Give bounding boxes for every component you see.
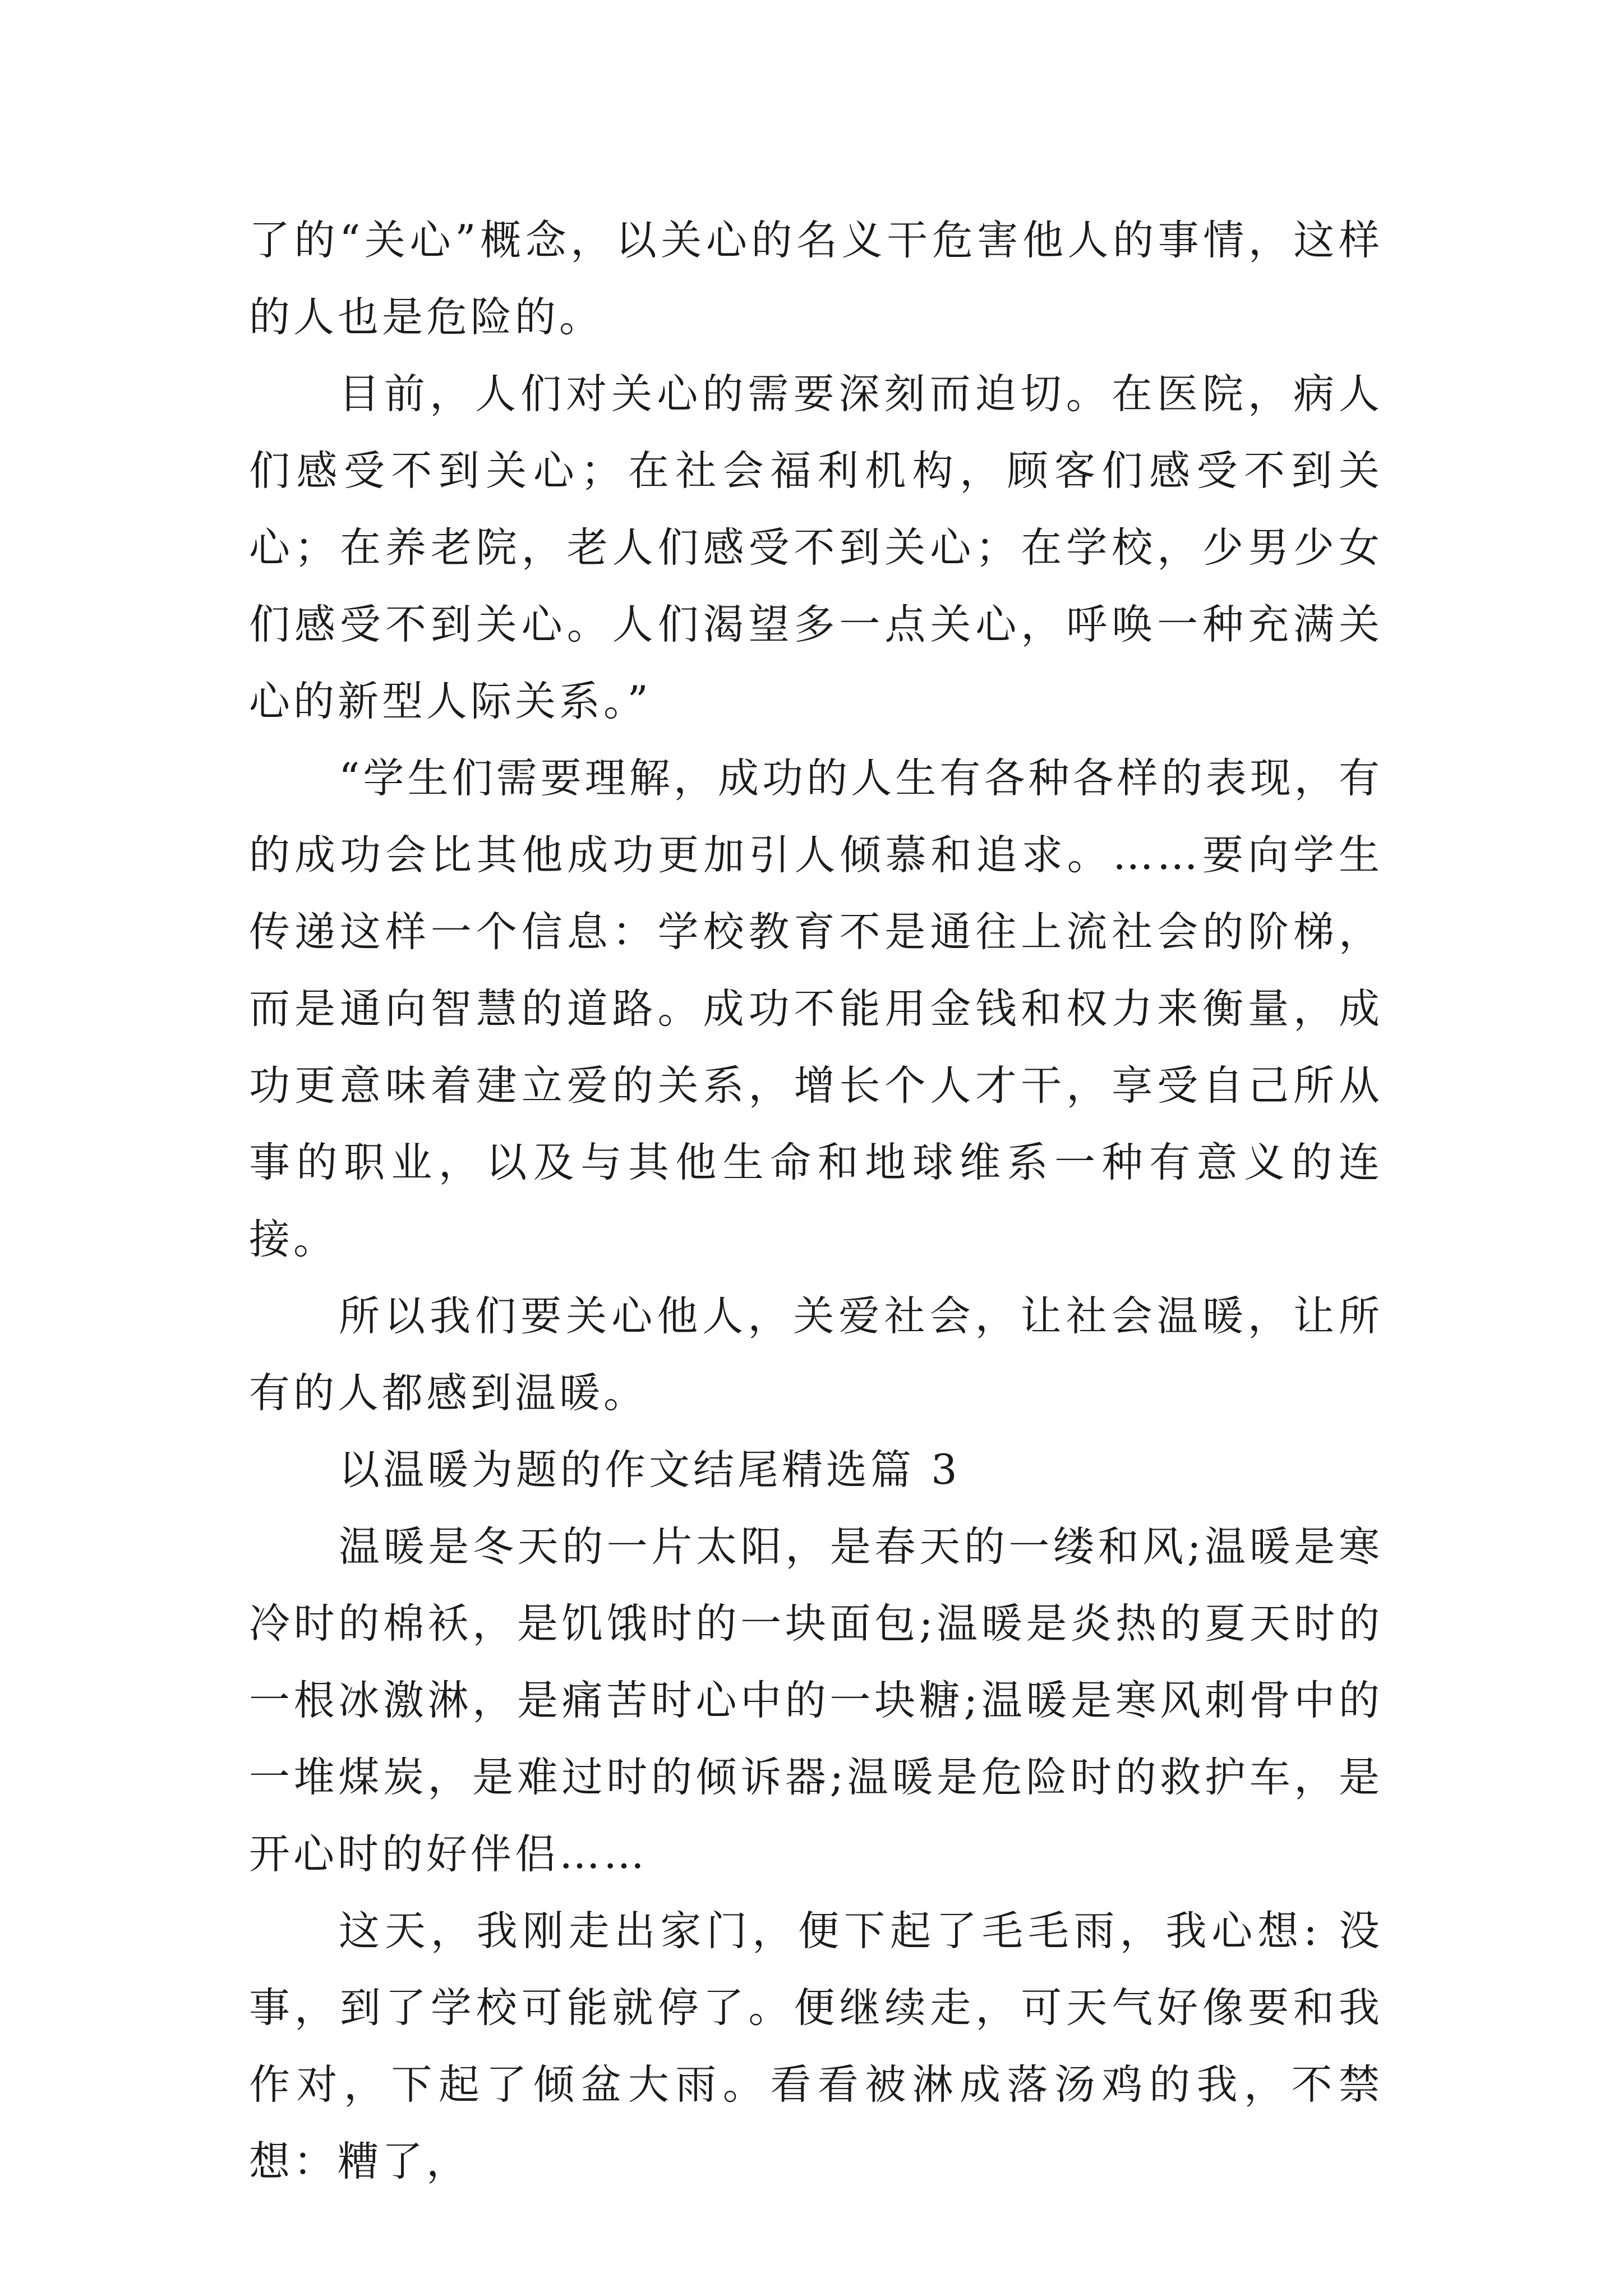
section-heading: 以温暖为题的作文结尾精选篇 3 <box>339 1446 961 1494</box>
paragraph: 了的“关心”概念，以关心的名义干危害他人的事情，这样的人也是危险的。 <box>249 217 1383 341</box>
paragraph: 所以我们要关心他人，关爱社会，让社会温暖，让所有的人都感到温暖。 <box>249 1292 1383 1417</box>
document-body <box>249 202 1383 2200</box>
paragraph: 温暖是冬天的一片太阳，是春天的一缕和风;温暖是寒冷时的棉袄，是饥饿时的一块面包;温暖是炎热的夏天时的一根冰激淋，是痛苦时心中的一块糖;温暖是寒风刺骨中的一堆煤炭，是难过时的倾诉器;温暖是危险时的救护车，是开心时的好伴侣…… <box>249 1523 1383 1878</box>
paragraph: 目前，人们对关心的需要深刻而迫切。在医院，病人们感受不到关心；在社会福利机构，顾客们感受不到关心；在养老院，老人们感受不到关心；在学校，少男少女们感受不到关心。人们渴望多一点关心，呼唤一种充满关心的新型人际关系。” <box>249 370 1383 725</box>
paragraph: 这天，我刚走出家门，便下起了毛毛雨，我心想: 没事，到了学校可能就停了。便继续走，可天气好像要和我作对，下起了倾盆大雨。看看被淋成落汤鸡的我，不禁想：糟了， <box>249 1907 1383 2185</box>
paragraph: “学生们需要理解，成功的人生有各种各样的表现，有的成功会比其他成功更加引人倾慕和追求。……要向学生传递这样一个信息：学校教育不是通往上流社会的阶梯，而是通向智慧的道路。成功不能用金钱和权力来衡量，成功更意味着建立爱的关系，增长个人才干，享受自己所从事的职业，以及与其他生命和地球维系一种有意义的连接。 <box>249 754 1383 1263</box>
